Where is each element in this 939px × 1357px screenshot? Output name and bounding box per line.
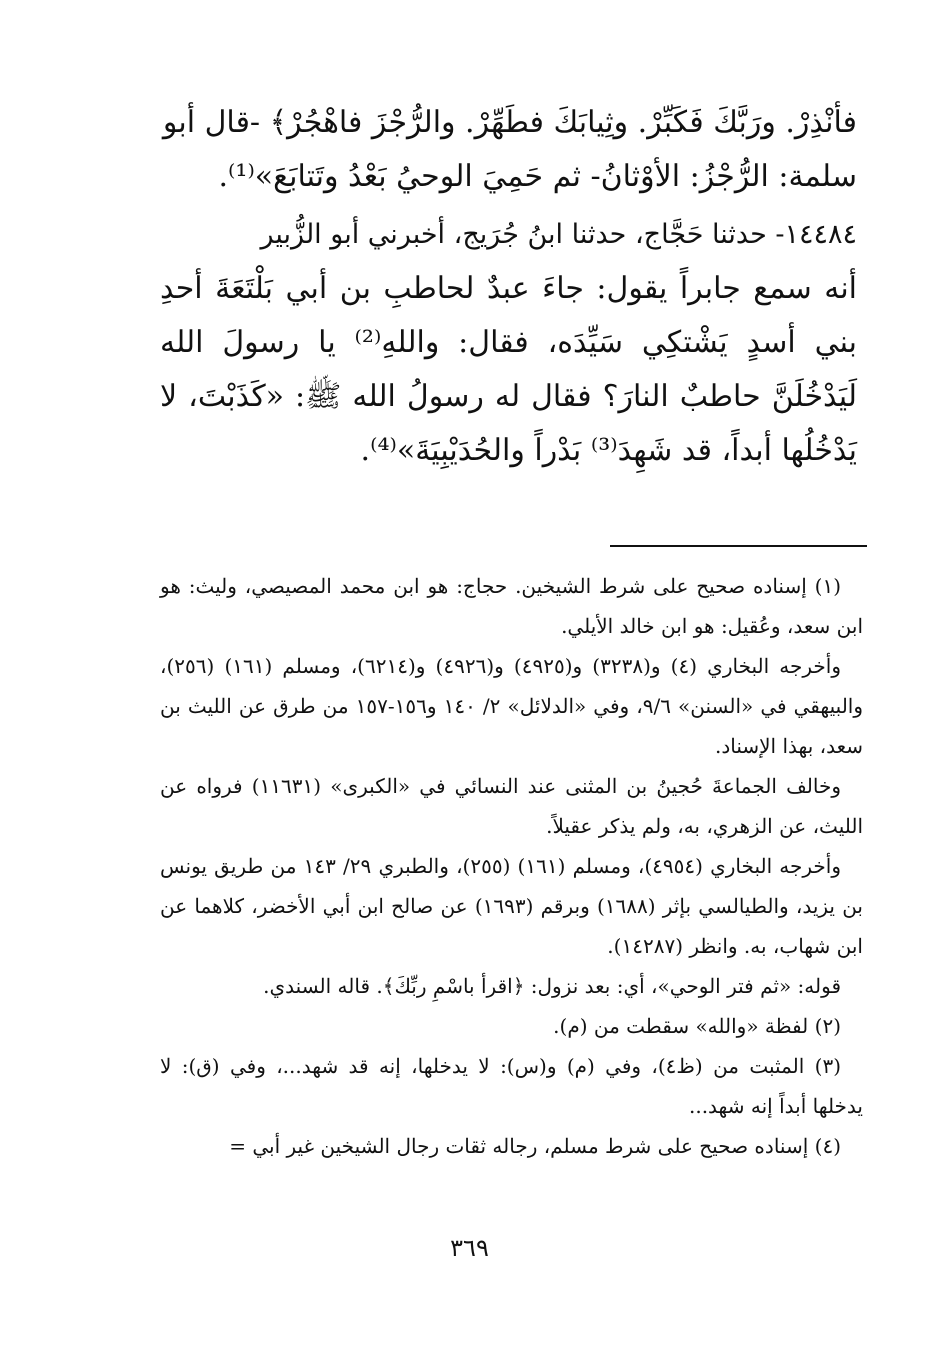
main-text-line: سلمة: الرُّجْزُ: الأوْثانُ- ثم حَمِيَ الوحيُ بَعْدُ وتَتابَعَ»⁽¹⁾. bbox=[218, 159, 857, 194]
footnote: (٤) إسناده صحيح على شرط مسلم، رجاله ثقات رجال الشيخين غير أبي = bbox=[229, 1134, 841, 1158]
main-text bbox=[160, 96, 857, 478]
footnote: (١) إسناده صحيح على شرط الشيخين. حجاج: هو ابن محمد المصيصي، وليث: هو ابن سعد، وعُقيل: هو ابن خالد الأيلي. bbox=[160, 574, 863, 638]
hadith-text: أنه سمع جابراً يقول: جاءَ عبدٌ لحاطبِ بن أبي بَلْتَعَةَ أحدِ بني أسدٍ يَشْتكِي سَيِّدَه، فقال: واللهِ⁽²⁾ يا رسولَ الله لَيَدْخُلَنَّ حاطبٌ النارَ؟ فقال له رسولُ الله ﷺ: «كَذَبْتَ، لا يَدْخُلُها أبداً، قد شَهِدَ⁽³⁾ بَدْراً والحُدَيْبِيَةَ»⁽⁴⁾. bbox=[160, 271, 857, 468]
footnotes bbox=[160, 566, 863, 1166]
footnote: (٣) المثبت من (ظ٤)، وفي (م) و(س): لا يدخلها، إنه قد شهد...، وفي (ق): لا يدخلها أبداً إنه شهد... bbox=[160, 1054, 863, 1118]
footnote: قوله: «ثم فتر الوحي»، أي: بعد نزول: ﴿اقرأ باسْمِ ربِّكَ﴾. قاله السندي. bbox=[263, 974, 841, 998]
footnote: وأخرجه البخاري (٤) و(٣٢٣٨) و(٤٩٢٥) و(٤٩٢٦) و(٦٢١٤)، ومسلم (١٦١) (٢٥٦)، والبيهقي في «السنن» ٩/٦، وفي «الدلائل» ٢/ ١٤٠ و١٥٦-١٥٧ من طرق عن الليث بن سعد، بهذا الإسناد. bbox=[160, 654, 863, 758]
footnote: (٢) لفظة «والله» سقطت من (م). bbox=[553, 1014, 841, 1038]
page-number: ٣٦٩ bbox=[450, 1234, 489, 1262]
footnote-separator bbox=[610, 545, 867, 547]
footnote: وخالف الجماعةَ حُجينُ بن المثنى عند النسائي في «الكبرى» (١١٦٣١) فرواه عن الليث، عن الزهري، به، ولم يذكر عقيلاً. bbox=[160, 774, 863, 838]
main-text-line: فأنْذِرْ. ورَبَّكَ فَكَبِّرْ. وثِيابَكَ فطَهِّرْ. والرُّجْزَ فاهْجُرْ﴾ -قال أبو bbox=[162, 105, 857, 140]
footnote: وأخرجه البخاري (٤٩٥٤)، ومسلم (١٦١) (٢٥٥)، والطبري ٢٩/ ١٤٣ من طريق يونس بن يزيد، والطيالسي بإثر (١٦٨٨) وبرقم (١٦٩٣) عن صالح ابن أبي الأخضر، كلاهما عن ابن شهاب، به. وانظر (١٤٢٨٧). bbox=[160, 854, 863, 958]
hadith-number-line: ١٤٤٨٤- حدثنا حَجَّاج، حدثنا ابنُ جُرَيج، أخبرني أبو الزُّبير bbox=[260, 219, 857, 250]
